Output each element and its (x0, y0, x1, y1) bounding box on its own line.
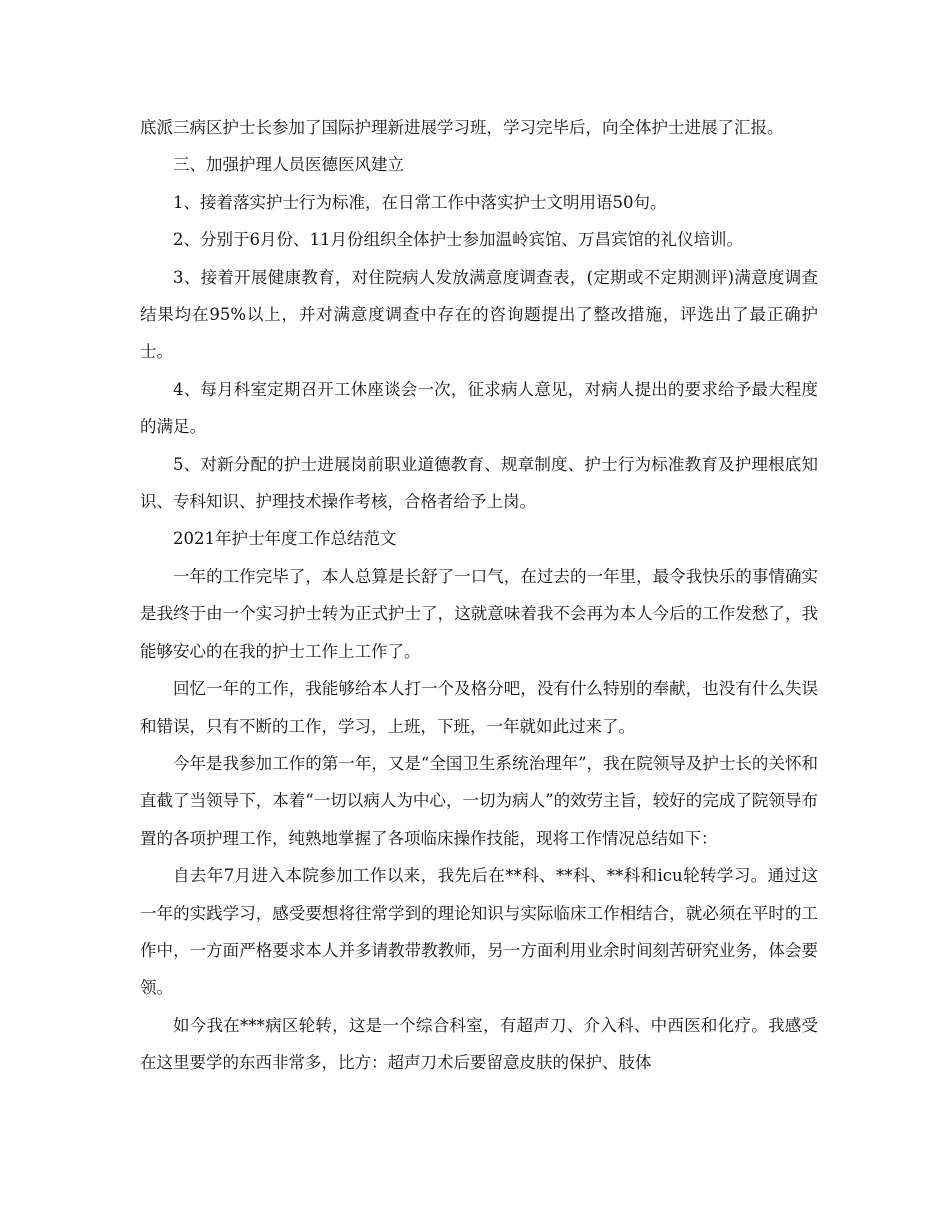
list-item-5: 5、对新分配的护士进展岗前职业道德教育、规章制度、护士行为标准教育及护理根底知识、专科知识、护理技术操作考核，合格者给予上岗。 (140, 454, 818, 512)
paragraph-9: 回忆一年的工作，我能够给本人打一个及格分吧，没有什么特别的奉献，也没有什么失误和错误，只有不断的工作，学习，上班，下班，一年就如此过来了。 (140, 679, 818, 736)
list-item-1: 1、接着落实护士行为标准，在日常工作中落实护士文明用语50句。 (173, 192, 667, 212)
paragraph-0: 底派三病区护士长参加了国际护理新进展学习班，学习完毕后，向全体护士进展了汇报。 (140, 118, 784, 137)
list-item-2: 2、分别于6月份、11月份组织全体护士参加温岭宾馆、万昌宾馆的礼仪培训。 (173, 230, 743, 250)
list-item-4: 4、每月科室定期召开工休座谈会一次，征求病人意见，对病人提出的要求给予最大程度的满足。 (140, 379, 818, 437)
section-heading-medical-ethics: 三、加强护理人员医德医风建立 (173, 155, 404, 175)
paragraph-10: 今年是我参加工作的第一年，又是“全国卫生系统治理年”，我在院领导及护士长的关怀和直截了当领导下，本着“一切以病人为中心，一切为病人”的效劳主旨，较好的完成了院领导布置的各项护理工作，纯熟地掌握了各项临床操作技能，现将工作情况总结如下： (140, 753, 818, 848)
document-body (140, 109, 818, 1082)
article-title: 2021年护士年度工作总结范文 (173, 529, 397, 549)
paragraph-8: 一年的工作完毕了，本人总算是长舒了一口气，在过去的一年里，最令我快乐的事情确实是我终于由一个实习护士转为正式护士了，这就意味着我不会再为本人今后的工作发愁了，我能够安心的在我的护士工作上工作了。 (140, 566, 818, 661)
list-item-3: 3、接着开展健康教育，对住院病人发放满意度调查表，(定期或不定期测评)满意度调查结果均在95%以上，并对满意度调查中存在的咨询题提出了整改措施，评选出了最正确护士。 (140, 267, 818, 362)
paragraph-12: 如今我在***病区轮转，这是一个综合科室，有超声刀、介入科、中西医和化疗。我感受在这里要学的东西非常多，比方：超声刀术后要留意皮肤的保护、肢体 (140, 1015, 818, 1073)
paragraph-11: 自去年7月进入本院参加工作以来，我先后在**科、**科、**科和icu轮转学习。通过这一年的实践学习，感受要想将往常学到的理论知识与实际临床工作相结合，就必须在平时的工作中，一方面严格要求本人并多请教带教教师，另一方面利用业余时间刻苦研究业务，体会要领。 (140, 866, 818, 998)
